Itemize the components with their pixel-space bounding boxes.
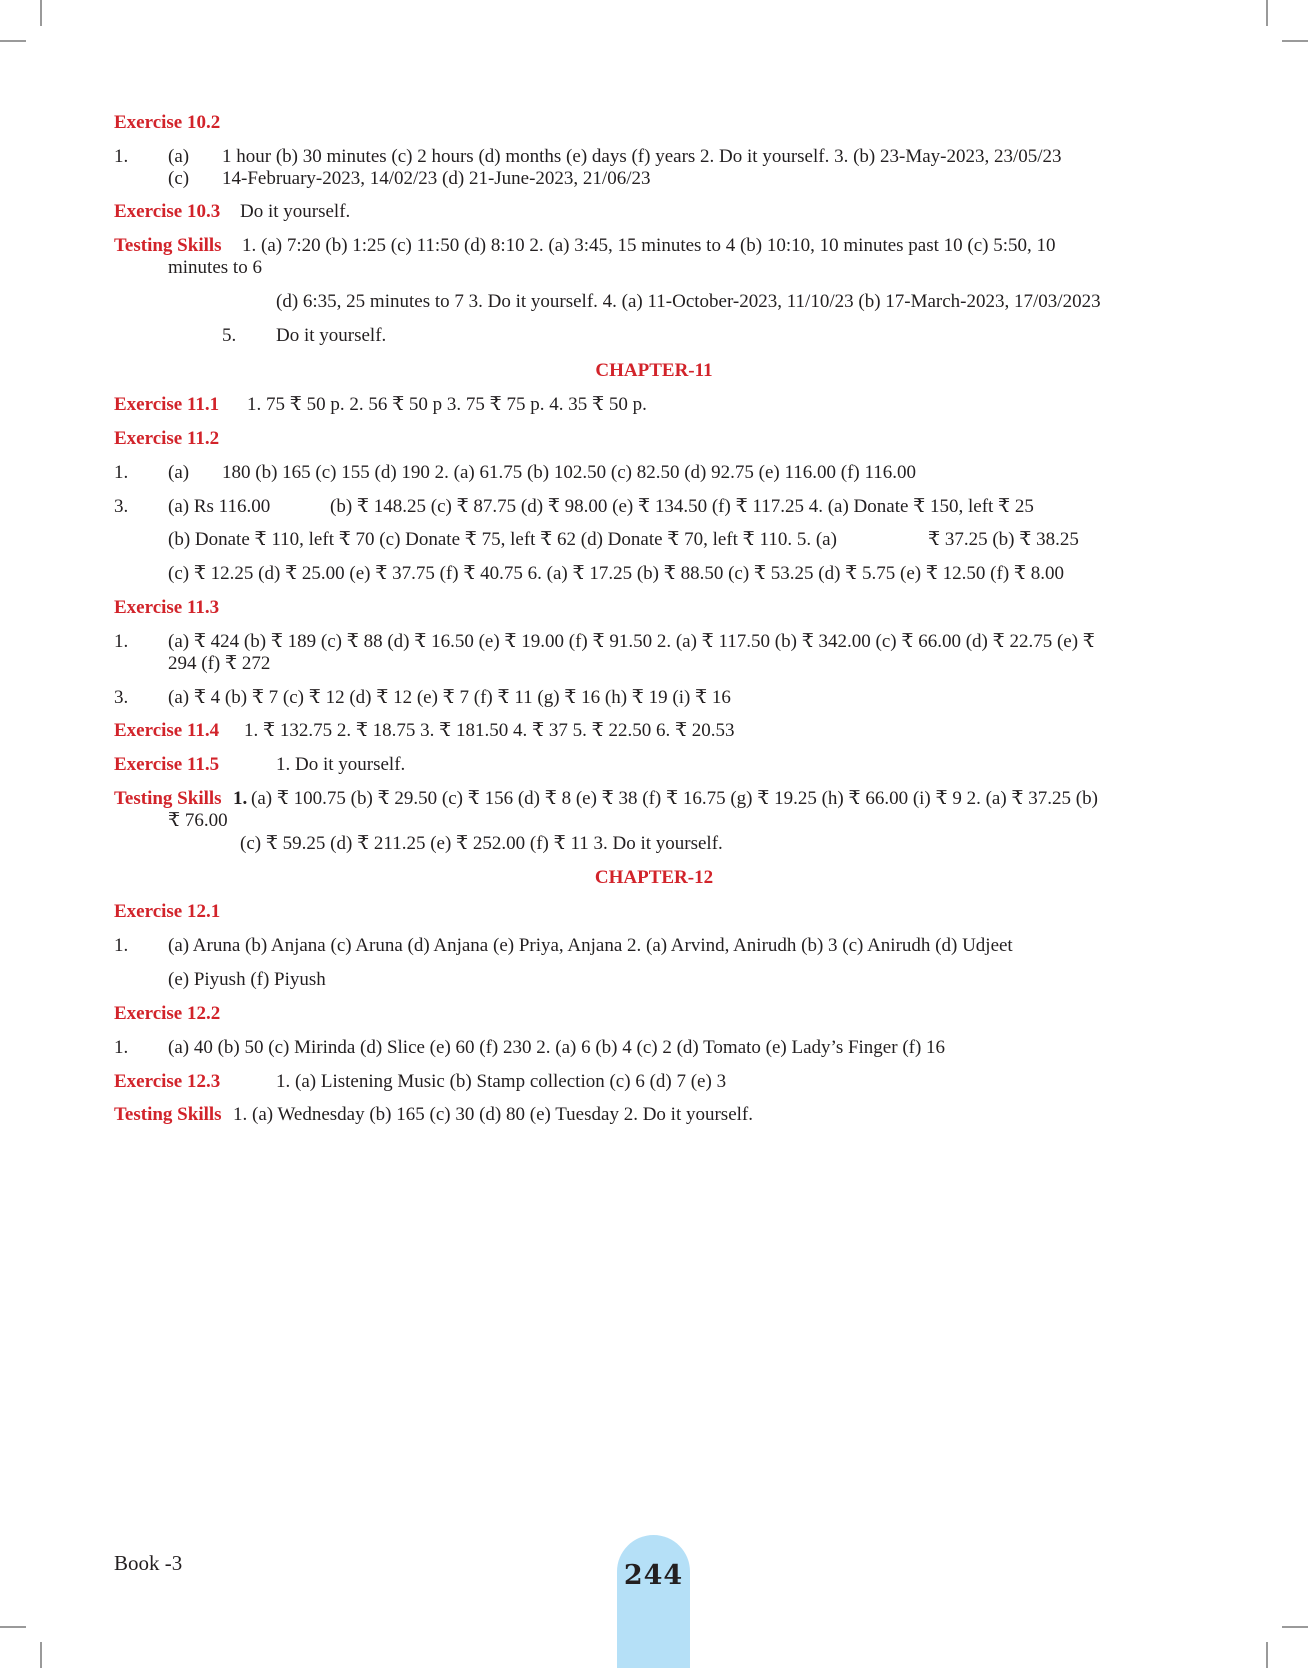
answer-text: 1. (a) Listening Music (b) Stamp collection (c) 6 (d) 7 (e) 3 [276,1071,727,1092]
answer-text: (a) ₹ 100.75 (b) ₹ 29.50 (c) ₹ 156 (d) ₹ 8 (e) ₹ 38 (f) ₹ 16.75 (g) ₹ 19.25 (h) ₹ 66.00 (i) ₹ 9 2. (a) ₹ 37.25 (b) [251,788,1098,809]
heading-exercise-11-5: Exercise 11.5 [114,754,220,775]
option-label: (a) [168,462,190,483]
heading-testing-skills: Testing Skills [114,235,222,256]
heading-exercise-12-3: Exercise 12.3 [114,1071,221,1092]
answer-text: 1. Do it yourself. [276,754,406,775]
heading-testing-skills: Testing Skills [114,788,222,809]
answer-text: 1. (a) Wednesday (b) 165 (c) 30 (d) 80 (e) Tuesday 2. Do it yourself. [233,1104,753,1125]
question-number: 1. [233,788,248,809]
answer-text: ₹ 76.00 [168,810,228,831]
heading-testing-skills: Testing Skills [114,1104,222,1125]
answer-text: (d) 6:35, 25 minutes to 7 3. Do it yourself. 4. (a) 11-October-2023, 11/10/23 (b) 17-March-2023, 17/03/2023 [276,291,1101,312]
crop-mark-bottom-right-horizontal [1282,1626,1308,1628]
answer-text: (e) Piyush (f) Piyush [168,969,326,990]
answer-text: 14-February-2023, 14/02/23 (d) 21-June-2023, 21/06/23 [222,168,651,189]
crop-mark-bottom-left-vertical [40,1642,42,1668]
crop-mark-bottom-right-vertical [1266,1642,1268,1668]
answer-text: Do it yourself. [240,201,351,222]
answer-text: Do it yourself. [276,325,387,346]
answer-text: (b) ₹ 148.25 (c) ₹ 87.75 (d) ₹ 98.00 (e) ₹ 134.50 (f) ₹ 117.25 4. (a) Donate ₹ 150, left ₹ 25 [330,496,1034,517]
answer-text: (a) ₹ 4 (b) ₹ 7 (c) ₹ 12 (d) ₹ 12 (e) ₹ 7 (f) ₹ 11 (g) ₹ 16 (h) ₹ 19 (i) ₹ 16 [168,687,731,708]
chapter-heading: CHAPTER-11 [595,360,713,381]
answer-text: 294 (f) ₹ 272 [168,653,271,674]
answer-text: 180 (b) 165 (c) 155 (d) 190 2. (a) 61.75 (b) 102.50 (c) 82.50 (d) 92.75 (e) 116.00 (f) 116.00 [222,462,917,483]
heading-exercise-12-2: Exercise 12.2 [114,1003,221,1024]
chapter-heading: CHAPTER-12 [594,867,714,888]
question-number: 1. [114,935,129,956]
answer-text: 1. ₹ 132.75 2. ₹ 18.75 3. ₹ 181.50 4. ₹ 37 5. ₹ 22.50 6. ₹ 20.53 [244,720,735,741]
answer-text: (b) Donate ₹ 110, left ₹ 70 (c) Donate ₹ 75, left ₹ 62 (d) Donate ₹ 70, left ₹ 110. 5. (a) [168,529,837,550]
page-number-tab [617,1535,690,1668]
question-number: 1. [114,1037,129,1058]
answer-text: 1. 75 ₹ 50 p. 2. 56 ₹ 50 p 3. 75 ₹ 75 p. 4. 35 ₹ 50 p. [247,394,647,415]
answer-text: ₹ 37.25 (b) ₹ 38.25 [928,529,1079,550]
crop-mark-top-left-vertical [40,0,42,26]
option-label: (c) [168,168,190,189]
option-label: (a) [168,146,190,167]
crop-mark-top-right-vertical [1266,0,1268,26]
heading-exercise-10-2: Exercise 10.2 [114,112,221,133]
question-number: 1. [114,631,129,652]
heading-exercise-11-3: Exercise 11.3 [114,597,220,618]
page-number: 244 [623,1560,684,1591]
crop-mark-top-left-horizontal [0,40,26,42]
answer-text: (c) ₹ 12.25 (d) ₹ 25.00 (e) ₹ 37.75 (f) ₹ 40.75 6. (a) ₹ 17.25 (b) ₹ 88.50 (c) ₹ 53.25 (d) ₹ 5.75 (e) ₹ 12.50 (f) ₹ 8.00 [168,563,1064,584]
answer-text: (c) ₹ 59.25 (d) ₹ 211.25 (e) ₹ 252.00 (f) ₹ 11 3. Do it yourself. [240,833,723,854]
heading-exercise-11-4: Exercise 11.4 [114,720,220,741]
crop-mark-bottom-left-horizontal [0,1626,26,1628]
crop-mark-top-right-horizontal [1282,40,1308,42]
question-number: 1. [114,146,129,167]
answer-text: 1 hour (b) 30 minutes (c) 2 hours (d) months (e) days (f) years 2. Do it yourself. 3. (b) 23-May-2023, 23/05/23 [222,146,1062,167]
answer-text: (a) Rs 116.00 [168,496,271,517]
answer-text: minutes to 6 [168,257,262,278]
question-number: 5. [222,325,237,346]
heading-exercise-11-2: Exercise 11.2 [114,428,220,449]
answer-text: (a) Aruna (b) Anjana (c) Aruna (d) Anjana (e) Priya, Anjana 2. (a) Arvind, Anirudh (b) 3 (c) Anirudh (d) Udjeet [168,935,1013,956]
answer-text: (a) ₹ 424 (b) ₹ 189 (c) ₹ 88 (d) ₹ 16.50 (e) ₹ 19.00 (f) ₹ 91.50 2. (a) ₹ 117.50 (b) ₹ 342.00 (c) ₹ 66.00 (d) ₹ 22.75 (e) ₹ [168,631,1095,652]
heading-exercise-12-1: Exercise 12.1 [114,901,221,922]
answer-text: (a) 40 (b) 50 (c) Mirinda (d) Slice (e) 60 (f) 230 2. (a) 6 (b) 4 (c) 2 (d) Tomato (e) Lady’s Finger (f) 16 [168,1037,946,1058]
book-label: Book -3 [114,1551,183,1575]
question-number: 3. [114,687,129,708]
question-number: 3. [114,496,129,517]
heading-exercise-11-1: Exercise 11.1 [114,394,220,415]
question-number: 1. [114,462,129,483]
answer-text: 1. (a) 7:20 (b) 1:25 (c) 11:50 (d) 8:10 2. (a) 3:45, 15 minutes to 4 (b) 10:10, 10 minutes past 10 (c) 5:50, 10 [242,235,1056,256]
heading-exercise-10-3: Exercise 10.3 [114,201,221,222]
